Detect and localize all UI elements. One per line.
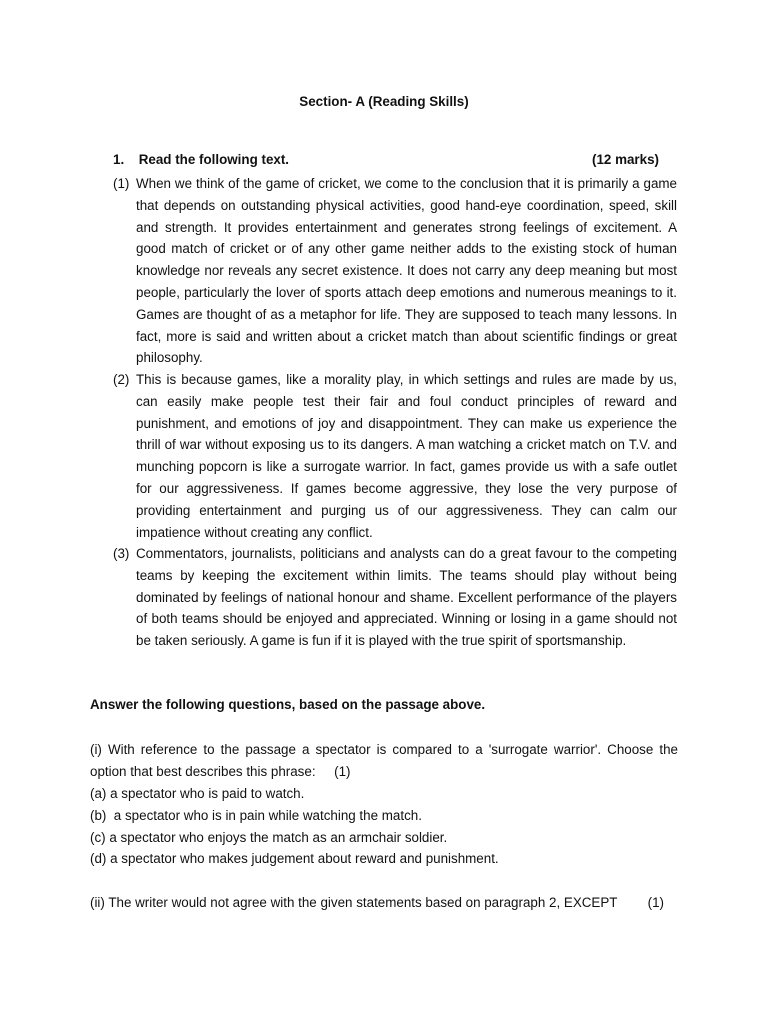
question-1-number: 1. xyxy=(113,152,125,167)
paragraph-text: Commentators, journalists, politicians and analysts can do a great favour to the competing teams by keeping the excitement within limits. The teams should play without being dominated by feelings of national honour and shame. Excellent performance of the players of both teams should be enjoyed and appreciated. Winning or losing in a game should not be taken seriously. A game is fun if it is played with the true spirit of sportsmanship. xyxy=(136,546,677,649)
paragraph-number: (2) xyxy=(113,372,130,387)
option-b: (b) a spectator who is in pain while watching the match. xyxy=(90,808,422,823)
option-a: (a) a spectator who is paid to watch. xyxy=(90,786,305,801)
question-1-heading xyxy=(113,152,659,167)
option-d: (d) a spectator who makes judgement about reward and punishment. xyxy=(90,851,499,866)
option-c: (c) a spectator who enjoys the match as an armchair soldier. xyxy=(90,830,448,845)
question-ii xyxy=(90,892,664,914)
question-ii-text: (ii) The writer would not agree with the given statements based on paragraph 2, EXCEPT xyxy=(90,895,618,910)
paragraph-text: This is because games, like a morality play, in which settings and rules are made by us, can easily make people test their fair and foul conduct principles of reward and punishment, and emotions of joy and disappointment. They can make us experience the thrill of war without exposing us to its dangers. A man watching a cricket match on T.V. and munching popcorn is like a surrogate warrior. In fact, games provide us with a safe outlet for our aggressiveness. If games become aggressive, they lose the very purpose of providing entertainment and purging us of our aggressiveness. They can calm our impatience without creating any conflict. xyxy=(136,372,677,540)
question-1-marks: (12 marks) xyxy=(592,152,659,167)
section-title: Section- A (Reading Skills) xyxy=(299,94,469,109)
paragraph-1 xyxy=(113,173,677,369)
paragraph-3 xyxy=(113,543,677,652)
paragraph-number: (1) xyxy=(113,176,130,191)
paragraph-text: When we think of the game of cricket, we come to the conclusion that it is primarily a game that depends on outstanding physical activities, good hand-eye coordination, speed, skill and strength. It provides entertainment and generates strong feelings of excitement. A good match of cricket or of any other game neither adds to the existing stock of human knowledge nor reveals any secret existence. It does not carry any deep meaning but most people, particularly the lover of sports attach deep emotions and numerous meanings to it. Games are thought of as a metaphor for life. They are supposed to teach many lessons. In fact, more is said and written about a cricket match than about scientific findings or great philosophy. xyxy=(136,176,677,366)
question-1-title: Read the following text. xyxy=(138,152,290,167)
paragraph-number: (3) xyxy=(113,546,130,561)
answer-instructions: Answer the following questions, based on the passage above. xyxy=(90,697,486,712)
paragraph-2 xyxy=(113,369,677,543)
question-ii-marks: (1) xyxy=(647,895,664,910)
question-i: (i) With reference to the passage a spectator is compared to a 'surrogate warrior'. Choose the option that best describes this phrase: (1) xyxy=(90,742,678,779)
question-1-title-group xyxy=(113,152,289,167)
